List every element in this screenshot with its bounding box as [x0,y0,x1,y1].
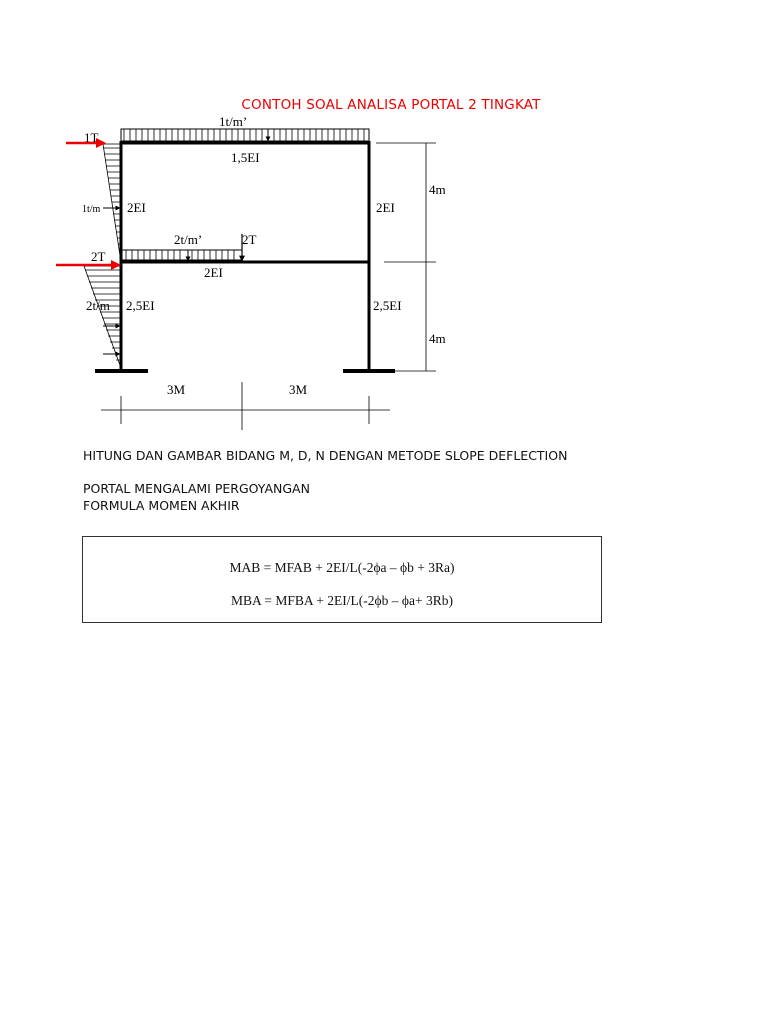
left-lower-column-label: 2,5EI [126,298,155,313]
span-dimensions [101,382,390,430]
formula-box [82,536,602,623]
sway-note: PORTAL MENGALAMI PERGOYANGAN [83,481,310,496]
left-upper-distributed-load [103,144,121,262]
left-upper-load-label: 1t/m [82,204,101,215]
mid-beam-load-label: 2t/m’ [174,232,203,247]
top-beam-stiffness-label: 1,5EI [231,150,260,165]
mid-floor-point-load-label: 2T [91,249,106,264]
top-beam-distributed-load [121,129,369,141]
lower-height-label: 4m [429,331,446,346]
left-span-label: 3M [167,382,186,397]
mid-beam-stiffness-label: 2EI [204,265,223,280]
right-lower-column-label: 2,5EI [373,298,402,313]
left-lower-distributed-load [84,266,121,368]
frame-members [95,141,395,371]
mid-beam-point-load-label: 2T [242,232,257,247]
height-dimensions [376,143,436,371]
formula-mba: MBA = MFBA + 2EI/L(-2ϕb – ϕa+ 3Rb) [231,593,453,608]
formula-mab: MAB = MFAB + 2EI/L(-2ϕa – ϕb + 3Ra) [229,560,455,575]
page-title: CONTOH SOAL ANALISA PORTAL 2 TINGKAT [241,97,541,113]
right-upper-column-label: 2EI [376,200,395,215]
top-beam-load-label: 1t/m’ [219,114,248,129]
left-lower-load-label: 2t/m [86,298,110,313]
right-span-label: 3M [289,382,308,397]
formula-heading: FORMULA MOMEN AKHIR [83,498,240,513]
portal-frame-diagram [0,0,768,430]
instruction-text: HITUNG DAN GAMBAR BIDANG M, D, N DENGAN METODE SLOPE DEFLECTION [83,448,568,463]
left-upper-column-label: 2EI [127,200,146,215]
top-point-load-label: 1T [84,130,99,145]
upper-height-label: 4m [429,182,446,197]
